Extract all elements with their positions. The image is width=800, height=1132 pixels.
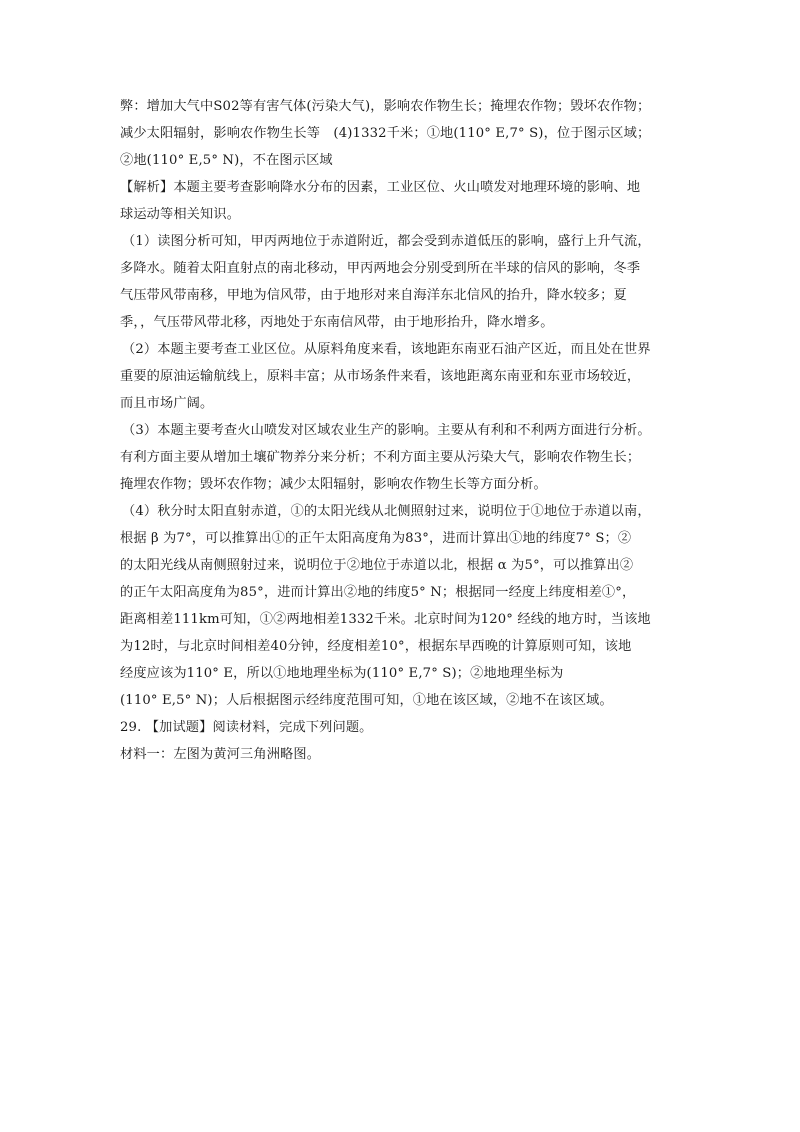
text-line: 有利方面主要从增加土壤矿物养分来分析；不利方面主要从污染大气，影响农作物生长； [120, 450, 641, 465]
text-line: 球运动等相关知识。 [120, 207, 241, 222]
text-line: （1）读图分析可知，甲丙两地位于赤道附近，都会受到赤道低压的影响，盛行上升气流， [122, 234, 651, 249]
text-line: 为12时，与北京时间相差40分钟，经度相差10°，根据东早西晚的计算原则可知，该地 [120, 639, 632, 654]
text-line: 根据 β 为7°，可以推算出①的正午太阳高度角为83°，进而计算出①地的纬度7° S；② [120, 531, 632, 546]
text-line: （3）本题主要考查火山喷发对区域农业生产的影响。主要从有利和不利两方面进行分析。 [122, 423, 651, 438]
text-line: （2）本题主要考查工业区位。从原料角度来看，该地距东南亚石油产区近，而且处在世界 [122, 342, 651, 357]
text-line: 季，，气压带风带北移，丙地处于东南信风带，由于地形抬升，降水增多。 [120, 315, 554, 330]
text-line: 经度应该为110° E，所以①地地理坐标为(110° E,7° S)；②地地理坐标为 [120, 666, 564, 681]
text-line: 气压带风带南移，甲地为信风带，由于地形对来自海洋东北信风的抬升，降水较多；夏 [120, 288, 627, 303]
text-line: 的正午太阳高度角为85°，进而计算出②地的纬度5° N；根据同一经度上纬度相差①°， [120, 585, 636, 600]
text-line: 多降水。随着太阳直射点的南北移动，甲丙两地会分别受到所在半球的信风的影响，冬季 [120, 261, 641, 276]
text-line: 距离相差111km可知，①②两地相差1332千米。北京时间为120° 经线的地方时，当该地 [120, 612, 651, 627]
text-line: 重要的原油运输航线上，原料丰富；从市场条件来看，该地距离东南亚和东亚市场较近， [120, 369, 641, 384]
text-line: 而且市场广阔。 [120, 396, 214, 411]
text-line: 弊：增加大气中S02等有害气体(污染大气)，影响农作物生长；掩埋农作物；毁坏农作物； [120, 99, 651, 114]
text-line: 掩埋农作物；毁坏农作物；减少太阳辐射，影响农作物生长等方面分析。 [120, 477, 547, 492]
text-line: （4）秋分时太阳直射赤道，①的太阳光线从北侧照射过来，说明位于①地位于赤道以南， [122, 504, 651, 519]
question-heading: 29. 【加试题】阅读材料，完成下列问题。 [120, 720, 373, 735]
text-line: ②地(110° E,5° N)，不在图示区域 [120, 153, 333, 168]
material-heading: 材料一：左图为黄河三角洲略图。 [120, 747, 321, 762]
text-line: (110° E,5° N)；人后根据图示经纬度范围可知，①地在该区域，②地不在该区域。 [120, 693, 613, 708]
analysis-heading-line: 【解析】本题主要考查影响降水分布的因素，工业区位、火山喷发对地理环境的影响、地 [120, 180, 641, 195]
document-body [120, 93, 680, 768]
text-line: 的太阳光线从南侧照射过来，说明位于②地位于赤道以北，根据 α 为5°，可以推算出② [120, 558, 634, 573]
text-line: 减少太阳辐射，影响农作物生长等 (4)1332千米；①地(110° E,7° S)，位于图示区域； [120, 126, 651, 141]
